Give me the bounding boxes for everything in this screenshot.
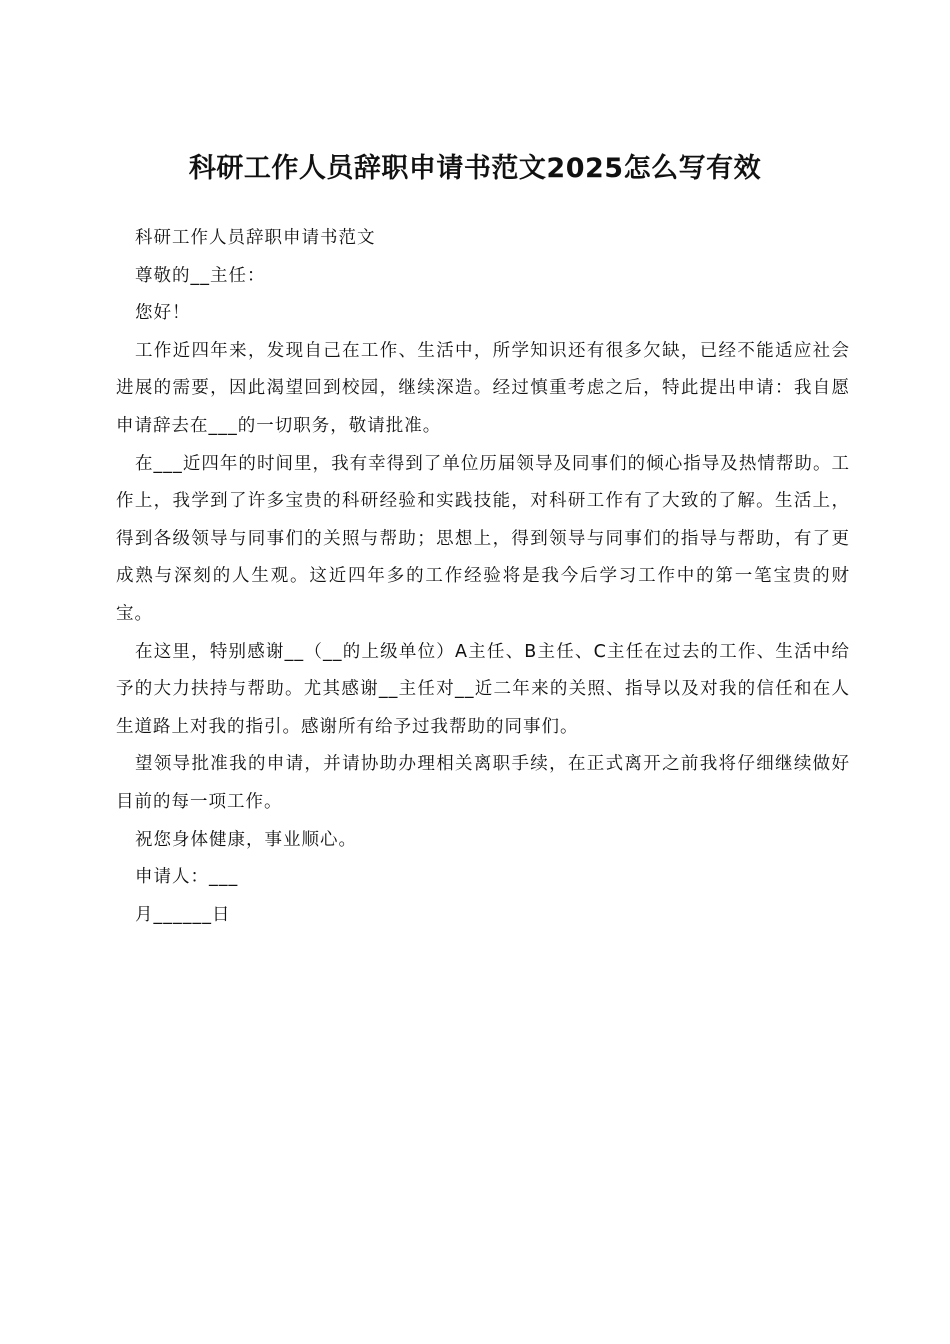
closing-wish-paragraph: 祝您身体健康，事业顺心。	[135, 829, 357, 850]
body-paragraph: 在这里，特别感谢__（__的上级单位）A主任、B主任、C主任在过去的工作、生活中给予的大力扶持与帮助。尤其感谢__主任对__近二年来的关照、指导以及对我的信任和在人生道路上对我的指引。感谢所有给予过我帮助的同事们。	[116, 641, 850, 737]
document-body	[116, 220, 850, 934]
document-title: 科研工作人员辞职申请书范文2025怎么写有效	[188, 153, 762, 185]
date-line: 月______日	[135, 904, 231, 925]
salutation-paragraph: 尊敬的__主任：	[135, 265, 266, 286]
body-paragraph: 望领导批准我的申请，并请协助办理相关离职手续，在正式离开之前我将仔细继续做好目前的每一项工作。	[116, 754, 850, 812]
greeting-paragraph: 您好！	[135, 303, 191, 324]
body-paragraph: 工作近四年来，发现自己在工作、生活中，所学知识还有很多欠缺，已经不能适应社会进展的需要，因此渴望回到校园，继续深造。经过慎重考虑之后，特此提出申请：我自愿申请辞去在___的一切职务，敬请批准。	[116, 340, 850, 436]
subtitle-paragraph: 科研工作人员辞职申请书范文	[135, 228, 376, 248]
applicant-line: 申请人：___	[135, 867, 239, 888]
body-paragraph: 在___近四年的时间里，我有幸得到了单位历届领导及同事们的倾心指导及热情帮助。工作上，我学到了许多宝贵的科研经验和实践技能，对科研工作有了大致的了解。生活上，得到各级领导与同事们的关照与帮助；思想上，得到领导与同事们的指导与帮助，有了更成熟与深刻的人生观。这近四年多的工作经验将是我今后学习工作中的第一笔宝贵的财宝。	[116, 453, 850, 624]
